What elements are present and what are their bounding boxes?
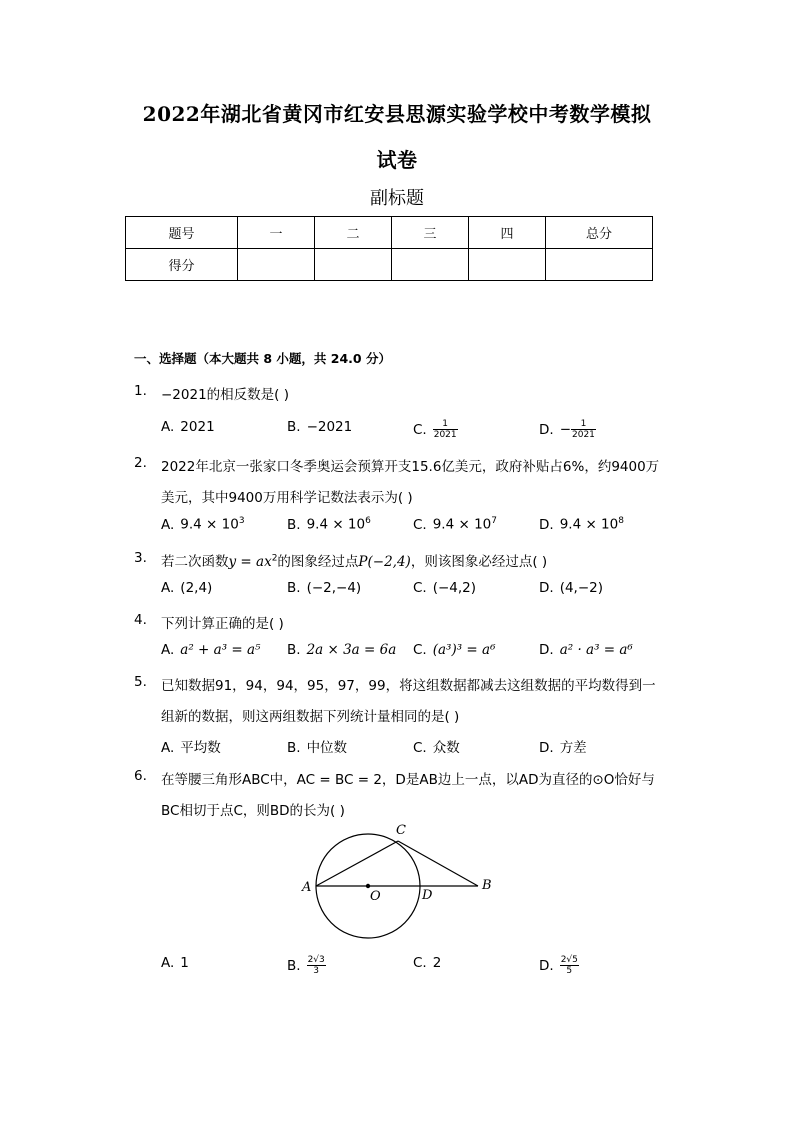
- fraction: $\frac{2√5}{5}$: [560, 955, 578, 976]
- question-text: 在等腰三角形ABC中，AC = BC = 2，D是AB边上一点，以AD为直径的⊙O恰好与: [161, 772, 655, 788]
- question-number: 3.: [134, 550, 147, 566]
- line-cb: [398, 841, 478, 886]
- option-a[interactable]: A. 1: [161, 955, 189, 971]
- question-5-options: [161, 736, 681, 760]
- option-d[interactable]: D. (4,−2): [539, 580, 604, 596]
- fraction: $\frac{1}{2021}$: [572, 419, 595, 440]
- question-text-line2: 组新的数据，则这两组数据下列统计量相同的是( ): [161, 709, 460, 725]
- question-2-options: [161, 516, 681, 540]
- label-o: O: [370, 889, 381, 904]
- score-table: [125, 216, 653, 281]
- question-text-line2: BC相切于点C，则BD的长为( ): [161, 803, 345, 819]
- section-heading: 一、选择题（本大题共 8 小题，共 24.0 分）: [134, 351, 391, 366]
- score-header-cell: 四: [469, 217, 546, 249]
- option-a[interactable]: A. 2021: [161, 419, 215, 435]
- question-number: 5.: [134, 674, 147, 690]
- geometry-figure: [300, 816, 500, 942]
- option-d[interactable]: D. − $\frac{1}{2021}$: [539, 419, 595, 440]
- question-number: 1.: [134, 383, 147, 399]
- option-d[interactable]: D. a² · a³ = a⁶: [539, 642, 633, 658]
- question-text: 2022年北京一张家口冬季奥运会预算开支15.6亿美元，政府补贴占6%，约9400万: [161, 459, 660, 475]
- option-a[interactable]: A. a² + a³ = a⁵: [161, 642, 261, 658]
- exam-title-line1: 2022年湖北省黄冈市红安县思源实验学校中考数学模拟: [142, 102, 652, 126]
- score-table-score-row: [126, 249, 653, 281]
- question-text: 若二次函数$y = ax^2$的图象经过点P(−2,4)，则该图象必经过点( ): [161, 553, 548, 570]
- line-ac: [316, 841, 398, 886]
- question-4-options: [161, 642, 681, 666]
- question-6-options: [161, 955, 681, 979]
- question-number: 2.: [134, 455, 147, 471]
- question-3-options: [161, 580, 681, 604]
- score-cell[interactable]: [469, 249, 546, 281]
- option-d[interactable]: D. $\frac{2√5}{5}$: [539, 955, 578, 976]
- score-cell[interactable]: [238, 249, 315, 281]
- score-cell[interactable]: [546, 249, 653, 281]
- option-c[interactable]: C. (a³)³ = a⁶: [413, 642, 496, 658]
- question-number: 6.: [134, 768, 147, 784]
- question-text-line2: 美元，其中9400万用科学记数法表示为( ): [161, 490, 413, 506]
- question-text: 已知数据91，94，94，95，97，99，将这组数据都减去这组数据的平均数得到一: [161, 678, 656, 694]
- option-c[interactable]: C. (−4,2): [413, 580, 477, 596]
- fraction: $\frac{1}{2021}$: [433, 419, 457, 440]
- score-cell[interactable]: [315, 249, 392, 281]
- option-b[interactable]: B. 中位数: [287, 740, 348, 756]
- fraction: $\frac{2√3}{3}$: [307, 955, 325, 976]
- option-c[interactable]: C. 2: [413, 955, 442, 971]
- label-c: C: [396, 823, 406, 838]
- score-cell[interactable]: [392, 249, 469, 281]
- score-header-cell: 二: [315, 217, 392, 249]
- question-1-options: [161, 419, 681, 443]
- option-c[interactable]: C. $9.4 \times 10^7$: [413, 516, 497, 533]
- exam-subtitle: 副标题: [370, 188, 424, 209]
- option-a[interactable]: A. 平均数: [161, 740, 221, 756]
- option-b[interactable]: B. $9.4 \times 10^6$: [287, 516, 371, 533]
- option-b[interactable]: B. $\frac{2√3}{3}$: [287, 955, 325, 976]
- question-number: 4.: [134, 612, 147, 628]
- center-point: [366, 884, 370, 888]
- option-b[interactable]: B. 2a × 3a = 6a: [287, 642, 397, 658]
- score-row-label: 得分: [126, 249, 238, 281]
- option-d[interactable]: D. $9.4 \times 10^8$: [539, 516, 624, 533]
- question-text: −2021的相反数是( ): [161, 387, 289, 403]
- score-table-header-row: [126, 217, 653, 249]
- option-c[interactable]: C. $\frac{1}{2021}$: [413, 419, 457, 440]
- option-b[interactable]: B. −2021: [287, 419, 353, 435]
- option-b[interactable]: B. (−2,−4): [287, 580, 362, 596]
- option-c[interactable]: C. 众数: [413, 740, 460, 756]
- label-d: D: [422, 888, 433, 903]
- score-header-cell: 总分: [546, 217, 653, 249]
- label-b: B: [482, 878, 492, 893]
- option-a[interactable]: A. $9.4 \times 10^3$: [161, 516, 245, 533]
- option-a[interactable]: A. (2,4): [161, 580, 213, 596]
- option-d[interactable]: D. 方差: [539, 740, 587, 756]
- question-text: 下列计算正确的是( ): [161, 616, 284, 632]
- score-header-cell: 题号: [126, 217, 238, 249]
- label-a: A: [302, 880, 312, 895]
- score-header-cell: 一: [238, 217, 315, 249]
- exam-title-line2: 试卷: [376, 148, 418, 172]
- score-header-cell: 三: [392, 217, 469, 249]
